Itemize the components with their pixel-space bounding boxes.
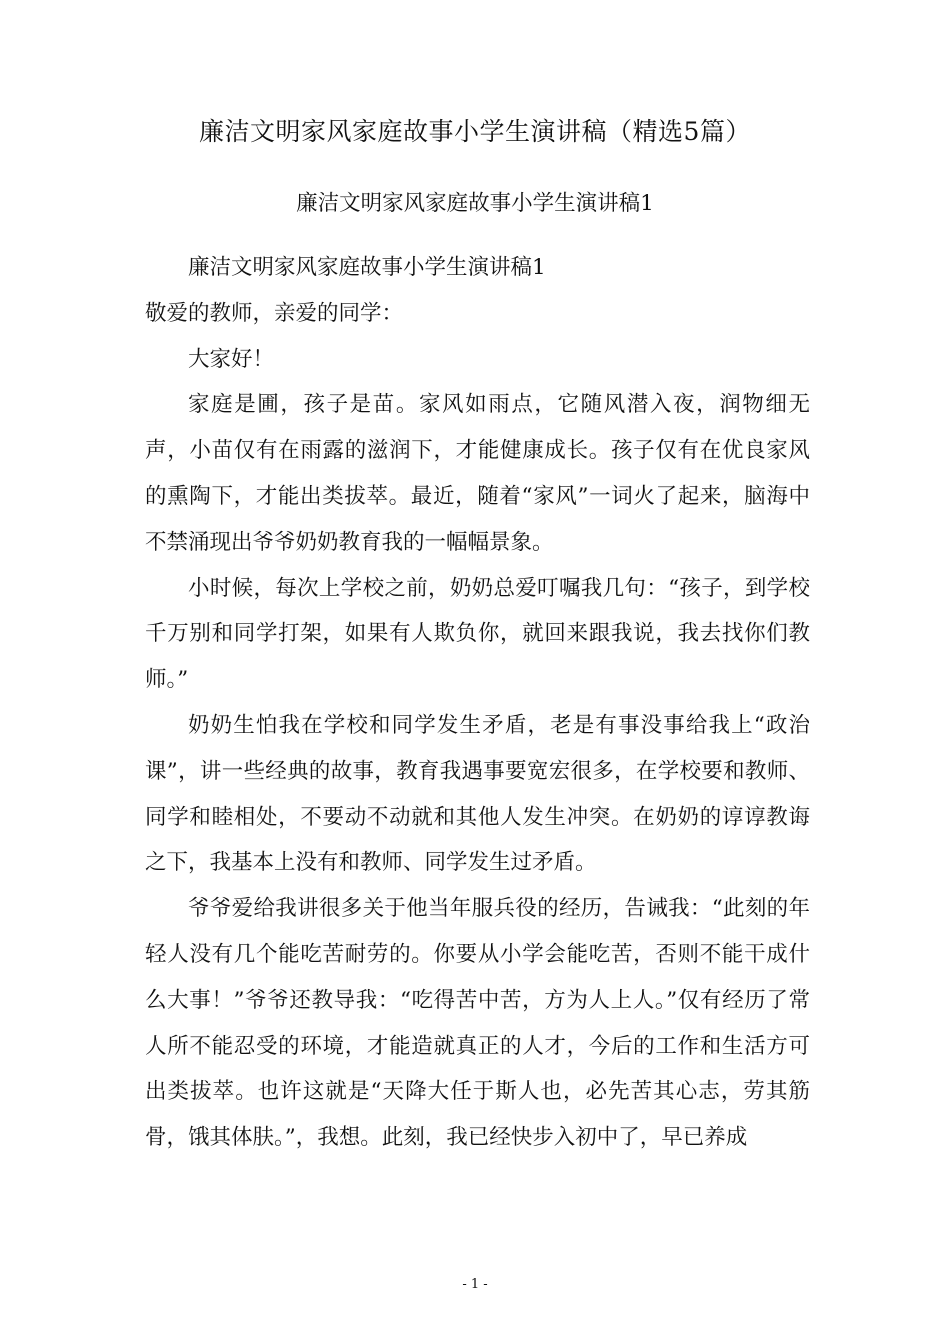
paragraph: 小时候，每次上学校之前，奶奶总爱叮嘱我几句：“孩子，到学校千万别和同学打架，如果有人欺负你，就回来跟我说，我去找你们教师。” [145,575,810,693]
paragraph: 爷爷爱给我讲很多关于他当年服兵役的经历，告诫我：“此刻的年轻人没有几个能吃苦耐劳的。你要从小学会能吃苦，否则不能干成什么大事！”爷爷还教导我：“吃得苦中苦，方为人上人。”仅有经历了常人所不能忍受的环境，才能造就真正的人才，今后的工作和生活方可出类拔萃。也许这就是“天降大任于斯人也，必先苦其心志，劳其筋骨，饿其体肤。”，我想。此刻，我已经快步入初中了，早已养成 [145,896,810,1151]
paragraph-greeting: 大家好！ [188,346,275,372]
section-title: 廉洁文明家风家庭故事小学生演讲稿1 [296,191,654,216]
document-body [145,245,810,1161]
paragraph: 奶奶生怕我在学校和同学发生矛盾，老是有事没事给我上“政治课”，讲一些经典的故事，教育我遇事要宽宏很多，在学校要和教师、同学和睦相处，不要动不动就和其他人发生冲突。在奶奶的谆谆教诲之下，我基本上没有和教师、同学发生过矛盾。 [145,712,810,876]
document-title: 廉洁文明家风家庭故事小学生演讲稿（精选5篇） [199,117,751,146]
paragraph-salutation: 敬爱的教师，亲爱的同学： [145,300,404,326]
paragraph: 家庭是圃，孩子是苗。家风如雨点，它随风潜入夜，润物细无声，小苗仅有在雨露的滋润下，才能健康成长。孩子仅有在优良家风的熏陶下，才能出类拔萃。最近，随着“家风”一词火了起来，脑海中不禁涌现出爷爷奶奶教育我的一幅幅景象。 [145,392,810,555]
paragraph: 廉洁文明家风家庭故事小学生演讲稿1 [188,255,546,280]
page-number: - 1 - [462,1277,488,1292]
